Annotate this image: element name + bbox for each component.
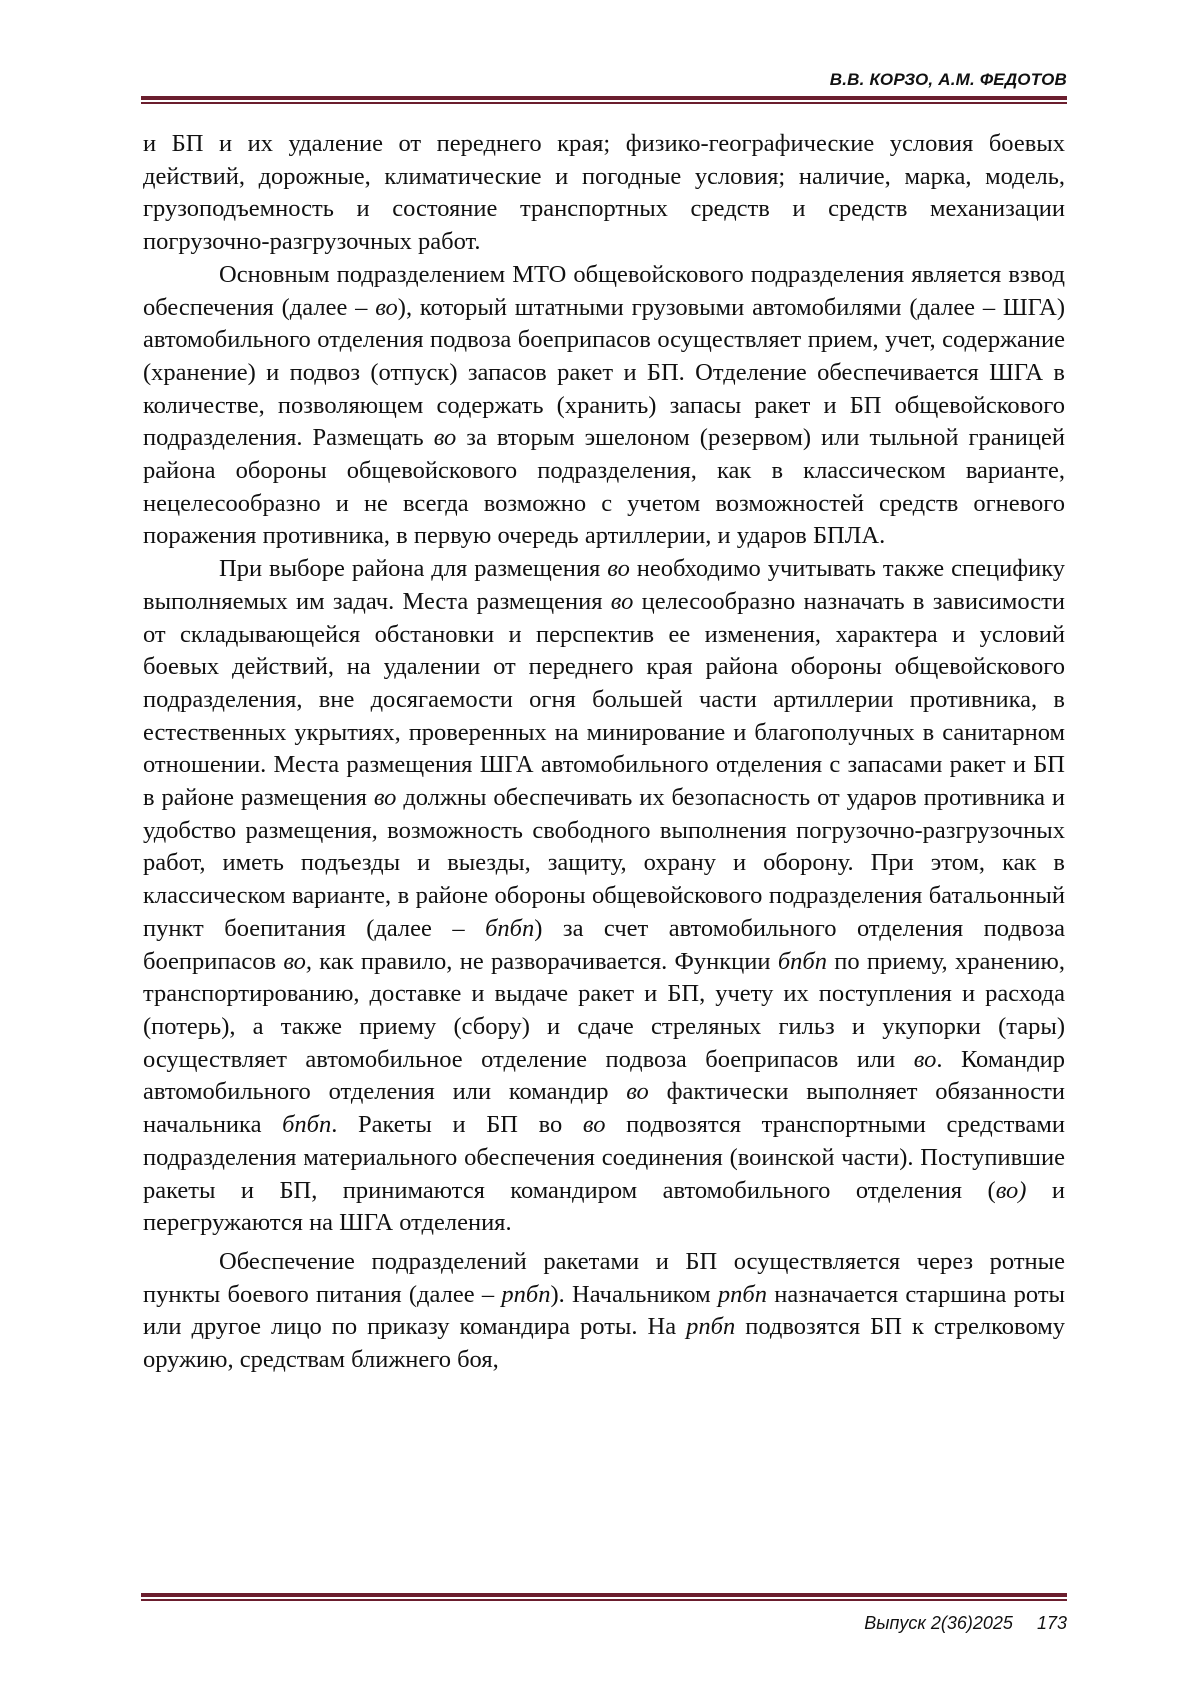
text-run: фактически выполняет обязанности начальника (143, 1078, 1065, 1139)
text-run: При выборе района для размещения (219, 555, 608, 583)
italic-abbrev: рпбп (686, 1313, 736, 1341)
paragraph-1 (143, 128, 1065, 259)
italic-abbrev: рпбп (501, 1280, 551, 1308)
text-run: . Командир автомобильного отделения или командир (143, 1045, 1065, 1106)
paragraph-4 (143, 1246, 1065, 1377)
page-number: 173 (1036, 1613, 1067, 1633)
text-run: Основным подразделением МТО общевойскового подразделения является взвод обеспечения (далее – (143, 260, 1065, 321)
italic-abbrev: бпбп (777, 947, 827, 975)
text-run: и перегружаются на ШГА отделения. (143, 1176, 1065, 1237)
header-rule-thick (141, 96, 1067, 100)
italic-abbrev: во, (283, 947, 313, 975)
text-run: подвозятся БП к стрелковому оружию, средствам ближнего боя, (143, 1313, 1065, 1374)
text-run: за вторым эшелоном (резервом) или тыльной границей района обороны общевойскового подразделения, как в классическом варианте, нецелесообразно и не всегда возможно с учетом возможностей средств огневого поражения противника, в первую очередь артиллерии, и ударов БПЛА. (143, 424, 1065, 550)
header-rule-thin (141, 102, 1067, 104)
italic-abbrev: во (433, 424, 457, 452)
running-head-authors: В.В. КОРЗО, А.М. ФЕДОТОВ (829, 70, 1067, 89)
italic-abbrev: во (375, 293, 398, 321)
italic-abbrev: во) (995, 1176, 1027, 1204)
text-run: должны обеспечивать их безопасность от ударов противника и удобство размещения, возможность свободного выполнения погрузочно-разгрузочных работ, иметь подъезды и выезды, защиту, охрану и оборону. При этом, как в классическом варианте, в районе обороны общевойскового подразделения батальонный пункт боепитания (далее – (143, 784, 1065, 942)
italic-abbrev: во (913, 1045, 937, 1073)
text-run: Обеспечение подразделений ракетами и БП осуществляется через ротные пункты боевого питания (далее – (143, 1247, 1065, 1308)
text-run: ), который штатными грузовыми автомобилями (далее – ШГА) автомобильного отделения подвоза боеприпасов осуществляет прием, учет, содержание (хранение) и подвоз (отпуск) запасов ракет и БП. Отделение обеспечивается ШГА в количестве, позволяющем содержать (хранить) запасы ракет и БП общевойскового подразделения. Размещать (143, 293, 1065, 452)
text-run: подвозятся транспортными средствами подразделения материального обеспечения соединения (воинской части). Поступившие ракеты и БП, принимаются командиром автомобильного отделения ( (143, 1111, 1066, 1204)
text-run: как правило, не разворачивается. Функции (312, 947, 778, 975)
text-run: по приему, хранению, транспортированию, доставке и выдаче ракет и БП, учету их поступления и расхода (потерь), а также приему (сбору) и сдаче стреляных гильз и укупорки (тары) осуществляет автомобильное отделение подвоза боеприпасов или (143, 947, 1065, 1073)
text-run: ) за счет автомобильного отделения подвоза боеприпасов (143, 914, 1066, 975)
paragraph-3 (143, 553, 1065, 1240)
text-run: ). Начальником (550, 1280, 718, 1308)
italic-abbrev: во (582, 1111, 606, 1139)
page-footer (864, 1613, 1067, 1634)
italic-abbrev: бпбп (282, 1111, 332, 1139)
italic-abbrev: рпбп (717, 1280, 767, 1308)
italic-abbrev: во (373, 784, 397, 812)
text-run: необходимо учитывать также специфику выполняемых им задач. Места размещения (143, 555, 1066, 615)
footer-rule (141, 1593, 1067, 1601)
italic-abbrev: во (610, 587, 634, 615)
text-run: . Ракеты и БП во (331, 1111, 583, 1139)
issue-label: Выпуск 2(36)2025 (864, 1613, 1013, 1633)
italic-abbrev: во (626, 1078, 649, 1106)
text-run: назначается старшина роты или другое лицо по приказу командира роты. На (143, 1280, 1066, 1341)
header-rule (141, 96, 1067, 104)
text-run: и БП и их удаление от переднего края; физико-географические условия боевых действий, дорожные, климатические и погодные условия; наличие, марка, модель, грузоподъемность и состояние транспортных средств и средств механизации погрузочно-разгрузочных работ. (143, 130, 1065, 256)
footer-rule-thick (141, 1593, 1067, 1597)
footer-rule-thin (141, 1599, 1067, 1601)
text-run: целесообразно назначать в зависимости от складывающейся обстановки и перспектив ее изменения, характера и условий боевых действий, на удалении от переднего края района обороны общевойскового подразделения, вне досягаемости огня большей части артиллерии противника, в естественных укрытиях, проверенных на минирование и благополучных в санитарном отношении. Места размещения ШГА автомобильного отделения с запасами ракет и БП в районе размещения (143, 587, 1065, 812)
article-body (143, 128, 1065, 1377)
paragraph-2 (143, 259, 1065, 553)
italic-abbrev: во (607, 555, 630, 583)
italic-abbrev: бпбп (485, 914, 535, 942)
